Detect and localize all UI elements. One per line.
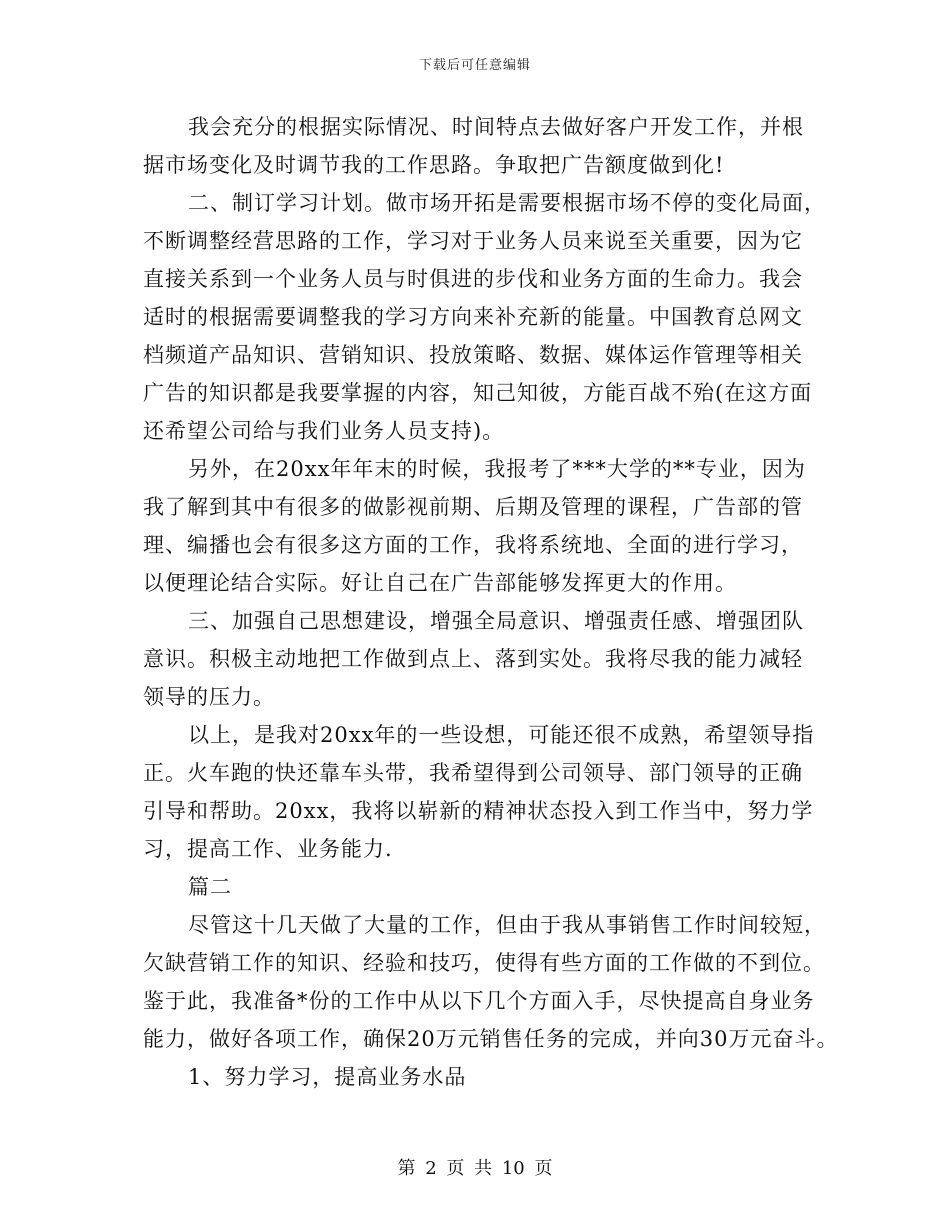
text-line: 另外，在20xx年年末的时候，我报考了***大学的**专业，因为: [188, 457, 806, 481]
text-line: 还希望公司给与我们业务人员支持)。: [143, 419, 505, 443]
text-line: 据市场变化及时调节我的工作思路。争取把广告额度做到化!: [143, 153, 725, 177]
text-line: 以上，是我对20xx年的一些设想，可能还很不成熟，希望领导指: [188, 723, 815, 747]
text-line: 不断调整经营思路的工作，学习对于业务人员来说至关重要，因为它: [143, 229, 803, 253]
text-line: 我会充分的根据实际情况、时间特点去做好客户开发工作，并根: [188, 115, 804, 139]
section-heading: 篇二: [188, 875, 232, 899]
text-line: 引导和帮助。20xx，我将以崭新的精神状态投入到工作当中，努力学: [143, 799, 814, 823]
text-line: 习，提高工作、业务能力.: [143, 837, 393, 861]
text-line: 尽管这十几天做了大量的工作，但由于我从事销售工作时间较短，: [188, 913, 826, 937]
text-line: 鉴于此，我准备*份的工作中从以下几个方面入手，尽快提高自身业务: [143, 989, 815, 1013]
text-line: 正。火车跑的快还靠车头带，我希望得到公司领导、部门领导的正确: [143, 761, 803, 785]
text-line: 档频道产品知识、营销知识、投放策略、数据、媒体运作管理等相关: [143, 343, 803, 367]
document-body: [143, 108, 843, 1096]
page-number-footer: 第 2 页 共 10 页: [397, 1158, 553, 1179]
text-line: 1、努力学习，提高业务水品: [188, 1065, 467, 1089]
text-line: 我了解到其中有很多的做影视前期、后期及管理的课程，广告部的管: [143, 495, 803, 519]
text-line: 以便理论结合实际。好让自己在广告部能够发挥更大的作用。: [143, 571, 737, 595]
text-line: 欠缺营销工作的知识、经验和技巧，使得有些方面的工作做的不到位。: [143, 951, 825, 975]
text-line: 适时的根据需要调整我的学习方向来补充新的能量。中国教育总网文: [143, 305, 803, 329]
text-line: 广告的知识都是我要掌握的内容，知己知彼，方能百战不殆(在这方面: [143, 381, 813, 405]
text-line: 直接关系到一个业务人员与时俱进的步伐和业务方面的生命力。我会: [143, 267, 803, 291]
text-line: 能力，做好各项工作，确保20万元销售任务的完成，并向30万元奋斗。: [143, 1027, 839, 1051]
text-line: 二、制订学习计划。做市场开拓是需要根据市场不停的变化局面，: [188, 191, 826, 215]
text-line: 意识。积极主动地把工作做到点上、落到实处。我将尽我的能力减轻: [143, 647, 803, 671]
text-line: 理、编播也会有很多这方面的工作，我将系统地、全面的进行学习，: [143, 533, 803, 557]
page-header: 下载后可任意编辑: [418, 58, 531, 73]
text-line: 领导的压力。: [143, 685, 275, 709]
text-line: 三、加强自己思想建设，增强全局意识、增强责任感、增强团队: [188, 609, 804, 633]
